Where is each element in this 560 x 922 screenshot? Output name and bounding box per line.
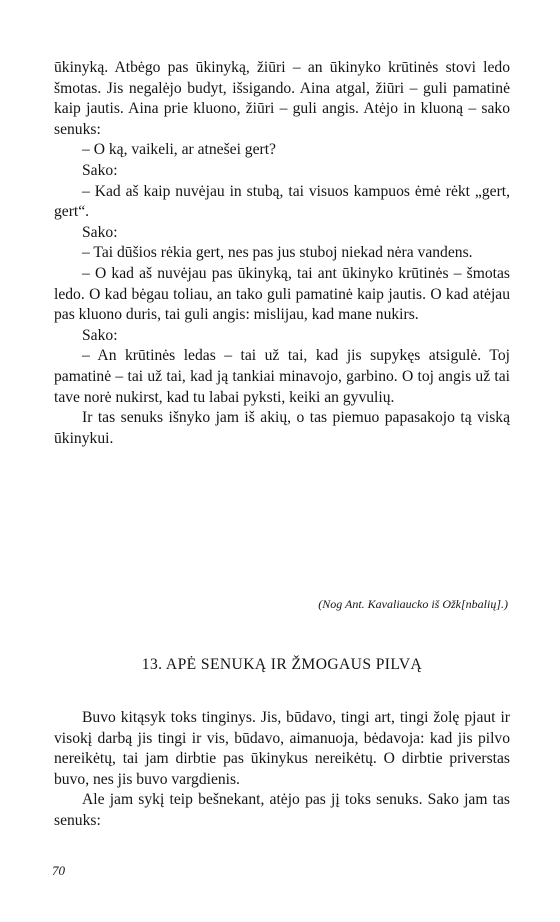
paragraph: Sako: [82, 223, 118, 241]
paragraph: Ale jam sykį teip bešnekant, atėjo pas jį toks senuks. Sako jam tas senuks: [54, 791, 510, 829]
paragraph: – O kad aš nuvėjau pas ūkinyką, tai ant ūkinyko krūtinės – šmotas ledo. O kad bėgau toliau, an tako guli pamatinė kaip jautis. O kad atėjau pas kluono duris, tai guli angis: mislijau, kad mane nukirs. [54, 264, 510, 324]
paragraph: Ir tas senuks išnyko jam iš akių, o tas piemuo papasakojo tą viską ūkinykui. [54, 409, 510, 447]
story-continuation [54, 58, 510, 449]
paragraph: – Kad aš kaip nuvėjau in stubą, tai visuos kampuos ėmė rėkt „gert, gert“. [54, 182, 510, 221]
paragraph: Buvo kitąsyk toks tinginys. Jis, būdavo, tingi art, tingi žolę pjaut ir visokį darbą jis tingi ir vis, būdavo, aimanuoja, bėdavoja: kad jis pilvo nereikėtų, tai jam dirbtie pas ūkinykus nereikėtų. O dirbtie priverstas buvo, nes jis buvo vargdienis. [54, 709, 510, 788]
paragraph: Sako: [82, 326, 118, 344]
paragraph: – O ką, vaikeli, ar atnešei gert? [82, 141, 276, 159]
paragraph: ūkinyką. Atbėgo pas ūkinyką, žiūri – an ūkinyko krūtinės stovi ledo šmotas. Jis negalėjo budyt, išsigando. Aina atgal, žiūri – guli pamatinė kaip jautis. Aina prie kluono, žiūri – guli angis. Atėjo in kluoną – sako senuks: [54, 59, 510, 138]
paragraph: – An krūtinės ledas – tai už tai, kad jis supykęs atsigulė. Toj pamatinė – tai už tai, kad ją tankiai minavojo, garbino. O toj angis už tai tave norė nukirst, kad tu labai pyksti, keiki an gyvulių. [54, 347, 510, 406]
page-number: 70 [52, 863, 65, 878]
source-attribution: (Nog Ant. Kavaliaucko iš Ožk[nbalių].) [318, 597, 508, 611]
paragraph: Sako: [82, 161, 118, 179]
section-heading: 13. APĖ SENUKĄ IR ŽMOGAUS PILVĄ [141, 656, 423, 673]
paragraph: – Tai dūšios rėkia gert, nes pas jus stuboj niekad nėra vandens. [82, 244, 473, 262]
story-start [54, 708, 510, 832]
